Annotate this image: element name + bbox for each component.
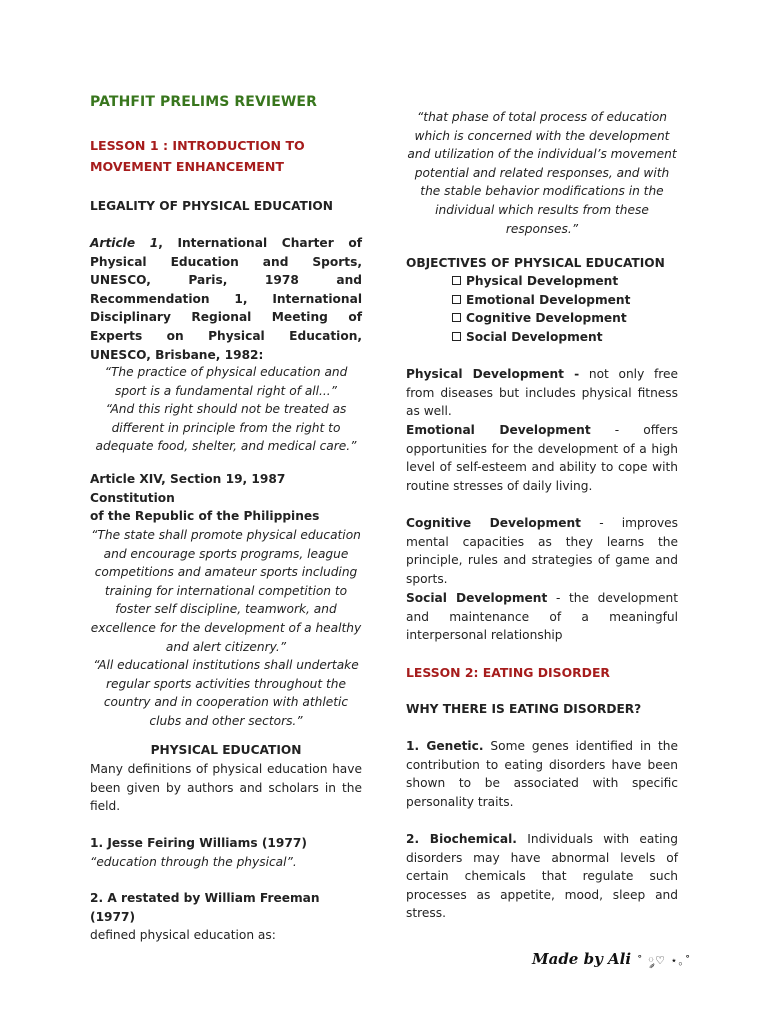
checkbox-icon <box>452 276 461 285</box>
checkbox-icon <box>452 295 461 304</box>
checkbox-icon <box>452 332 461 341</box>
why-eating-disorder-heading: WHY THERE IS EATING DISORDER? <box>406 702 642 716</box>
objectives-list <box>406 272 724 346</box>
list-item: Social Development <box>452 328 724 347</box>
social-development-paragraph <box>406 589 678 645</box>
article1-label: Article 1 <box>90 236 159 250</box>
lesson1-heading <box>90 135 362 177</box>
reason-biochemical-label: 2. Biochemical. <box>406 832 517 846</box>
quote-unesco <box>90 363 362 456</box>
list-item: Cognitive Development <box>452 309 724 328</box>
emotional-development-paragraph <box>406 421 678 495</box>
article14-heading <box>90 470 362 526</box>
signature-name: Made by Ali <box>532 950 632 968</box>
article14-line1: Article XIV, Section 19, 1987 Constitution <box>90 472 286 505</box>
quote-unesco-a: “The practice of physical education and sport is a fundamental right of all...” <box>104 365 348 398</box>
article14-line2: of the Republic of the Philippines <box>90 509 320 524</box>
cognitive-development-text: - improves mental capacities as they learns the principle, rules and strategies of game and sports. <box>406 516 679 586</box>
quote-freeman: “that phase of total process of education which is concerned with the development and utilization of the individual’s movement potential and related responses, and with the stable behavior modifications in the individual which results from these responses.” <box>407 110 677 236</box>
definition-freeman-label: 2. A restated by William Freeman (1977) <box>90 891 320 924</box>
article1-paragraph <box>90 234 362 364</box>
lesson1-heading-line1: LESSON 1 : INTRODUCTION TO <box>90 138 305 153</box>
author-signature <box>532 950 691 971</box>
legality-heading: LEGALITY OF PHYSICAL EDUCATION <box>90 199 333 213</box>
checkbox-icon <box>452 313 461 322</box>
physical-development-term: Physical Development - <box>406 367 580 381</box>
definition-freeman <box>90 889 362 945</box>
definition-freeman-text: defined physical education as: <box>90 928 276 943</box>
lesson1-heading-line2: MOVEMENT ENHANCEMENT <box>90 159 284 174</box>
objectives-heading: OBJECTIVES OF PHYSICAL EDUCATION <box>406 256 665 270</box>
quote-constitution-a: “The state shall promote physical education and encourage sports programs, league competitions and amateur sports including training for international competition to foster self discipline, teamwork, and excellence for the development of a healthy and alert citizenry.” <box>90 528 362 654</box>
article1-text: , International Charter of Physical Education and Sports, UNESCO, Paris, 1978 and Recommendation 1, International Disciplinary Regional Meeting of Experts on Physical Education, UNESCO, Brisbane, 1982: <box>90 236 362 362</box>
cognitive-development-term: Cognitive Development <box>406 516 581 530</box>
signature-decoration: ˚ ༘♡ ⋆｡˚ <box>637 954 692 967</box>
emotional-development-term: Emotional Development <box>406 423 591 437</box>
reason-biochemical-paragraph <box>406 830 678 923</box>
pe-intro: Many definitions of physical education have been given by authors and scholars in the field. <box>90 762 362 814</box>
quote-unesco-b: “And this right should not be treated as different in principle from the right to adequate food, shelter, and medical care.” <box>95 402 357 454</box>
page-title: PATHFIT PRELIMS REVIEWER <box>90 94 317 110</box>
quote-constitution-b: “All educational institutions shall undertake regular sports activities throughout the country and in cooperation with athletic clubs and other sectors.” <box>93 658 359 728</box>
lesson2-heading: LESSON 2: EATING DISORDER <box>406 665 610 680</box>
social-development-text: - the development and maintenance of a meaningful interpersonal relationship <box>406 591 678 643</box>
definition-williams-label: 1. Jesse Feiring Williams (1977) <box>90 836 307 850</box>
pe-heading: PHYSICAL EDUCATION <box>150 743 302 757</box>
physical-development-paragraph <box>406 365 678 421</box>
list-item: Emotional Development <box>452 291 724 310</box>
quote-constitution <box>90 526 362 731</box>
physical-development-text: not only free from diseases but includes physical fitness as well. <box>406 367 678 419</box>
list-item: Physical Development <box>452 272 724 291</box>
definition-williams-quote: “education through the physical”. <box>90 854 297 869</box>
social-development-term: Social Development <box>406 591 548 605</box>
definition-williams <box>90 834 362 871</box>
cognitive-development-paragraph <box>406 514 678 588</box>
reason-genetic-label: 1. Genetic. <box>406 739 484 753</box>
emotional-development-text: - offers opportunities for the development of a high level of self-esteem and ability to cope with routine stresses of daily living. <box>406 423 678 493</box>
reason-genetic-paragraph <box>406 737 678 811</box>
reason-genetic-text: Some genes identified in the contribution to eating disorders have been shown to be associated with specific personality traits. <box>406 739 678 809</box>
reason-biochemical-text: Individuals with eating disorders may have abnormal levels of certain chemicals that regulate such processes as appetite, mood, sleep and stress. <box>406 832 679 921</box>
